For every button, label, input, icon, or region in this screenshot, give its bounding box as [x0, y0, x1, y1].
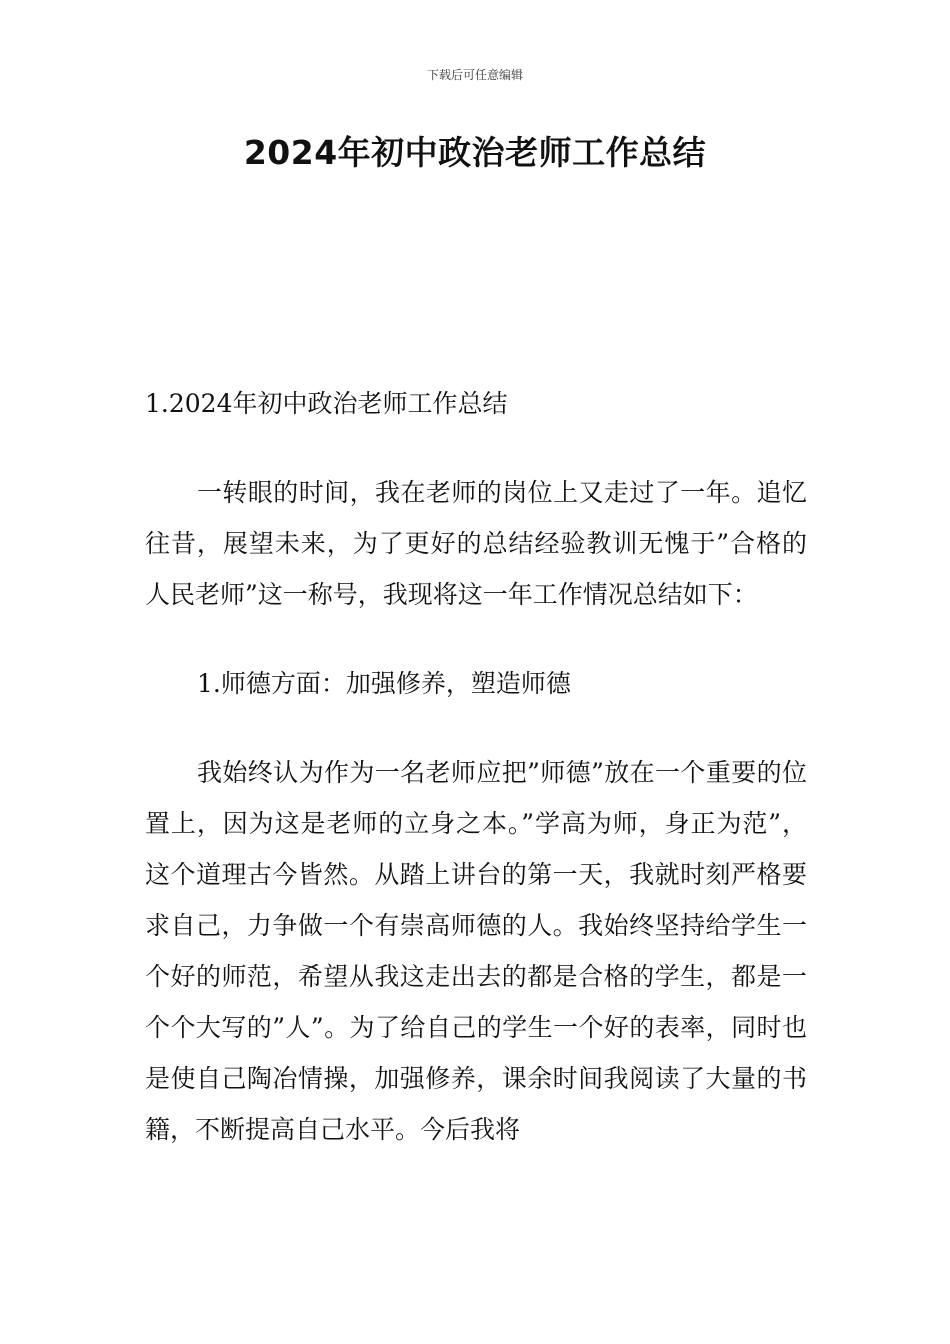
ethics-paragraph: 我始终认为作为一名老师应把”师德”放在一个重要的位置上，因为这是老师的立身之本。”学高为师，身正为范”，这个道理古今皆然。从踏上讲台的第一天，我就时刻严格要求自己，力争做一个有崇高师德的人。我始终坚持给学生一个好的师范，希望从我这走出去的都是合格的学生，都是一个个大写的”人”。为了给自己的学生一个好的表率，同时也是使自己陶冶情操，加强修养，课余时间我阅读了大量的书籍，不断提高自己水平。今后我将	[145, 758, 807, 1144]
intro-paragraph: 一转眼的时间，我在老师的岗位上又走过了一年。追忆往昔，展望未来，为了更好的总结经验教训无愧于”合格的人民老师”这一称号，我现将这一年工作情况总结如下：	[145, 478, 807, 609]
subheading-ethics: 1.师德方面：加强修养，塑造师德	[197, 669, 571, 698]
section-heading: 1.2024年初中政治老师工作总结	[145, 389, 508, 418]
document-title: 2024年初中政治老师工作总结	[243, 133, 707, 172]
page-header-note: 下载后可任意编辑	[426, 68, 523, 82]
document-body	[145, 378, 807, 1155]
